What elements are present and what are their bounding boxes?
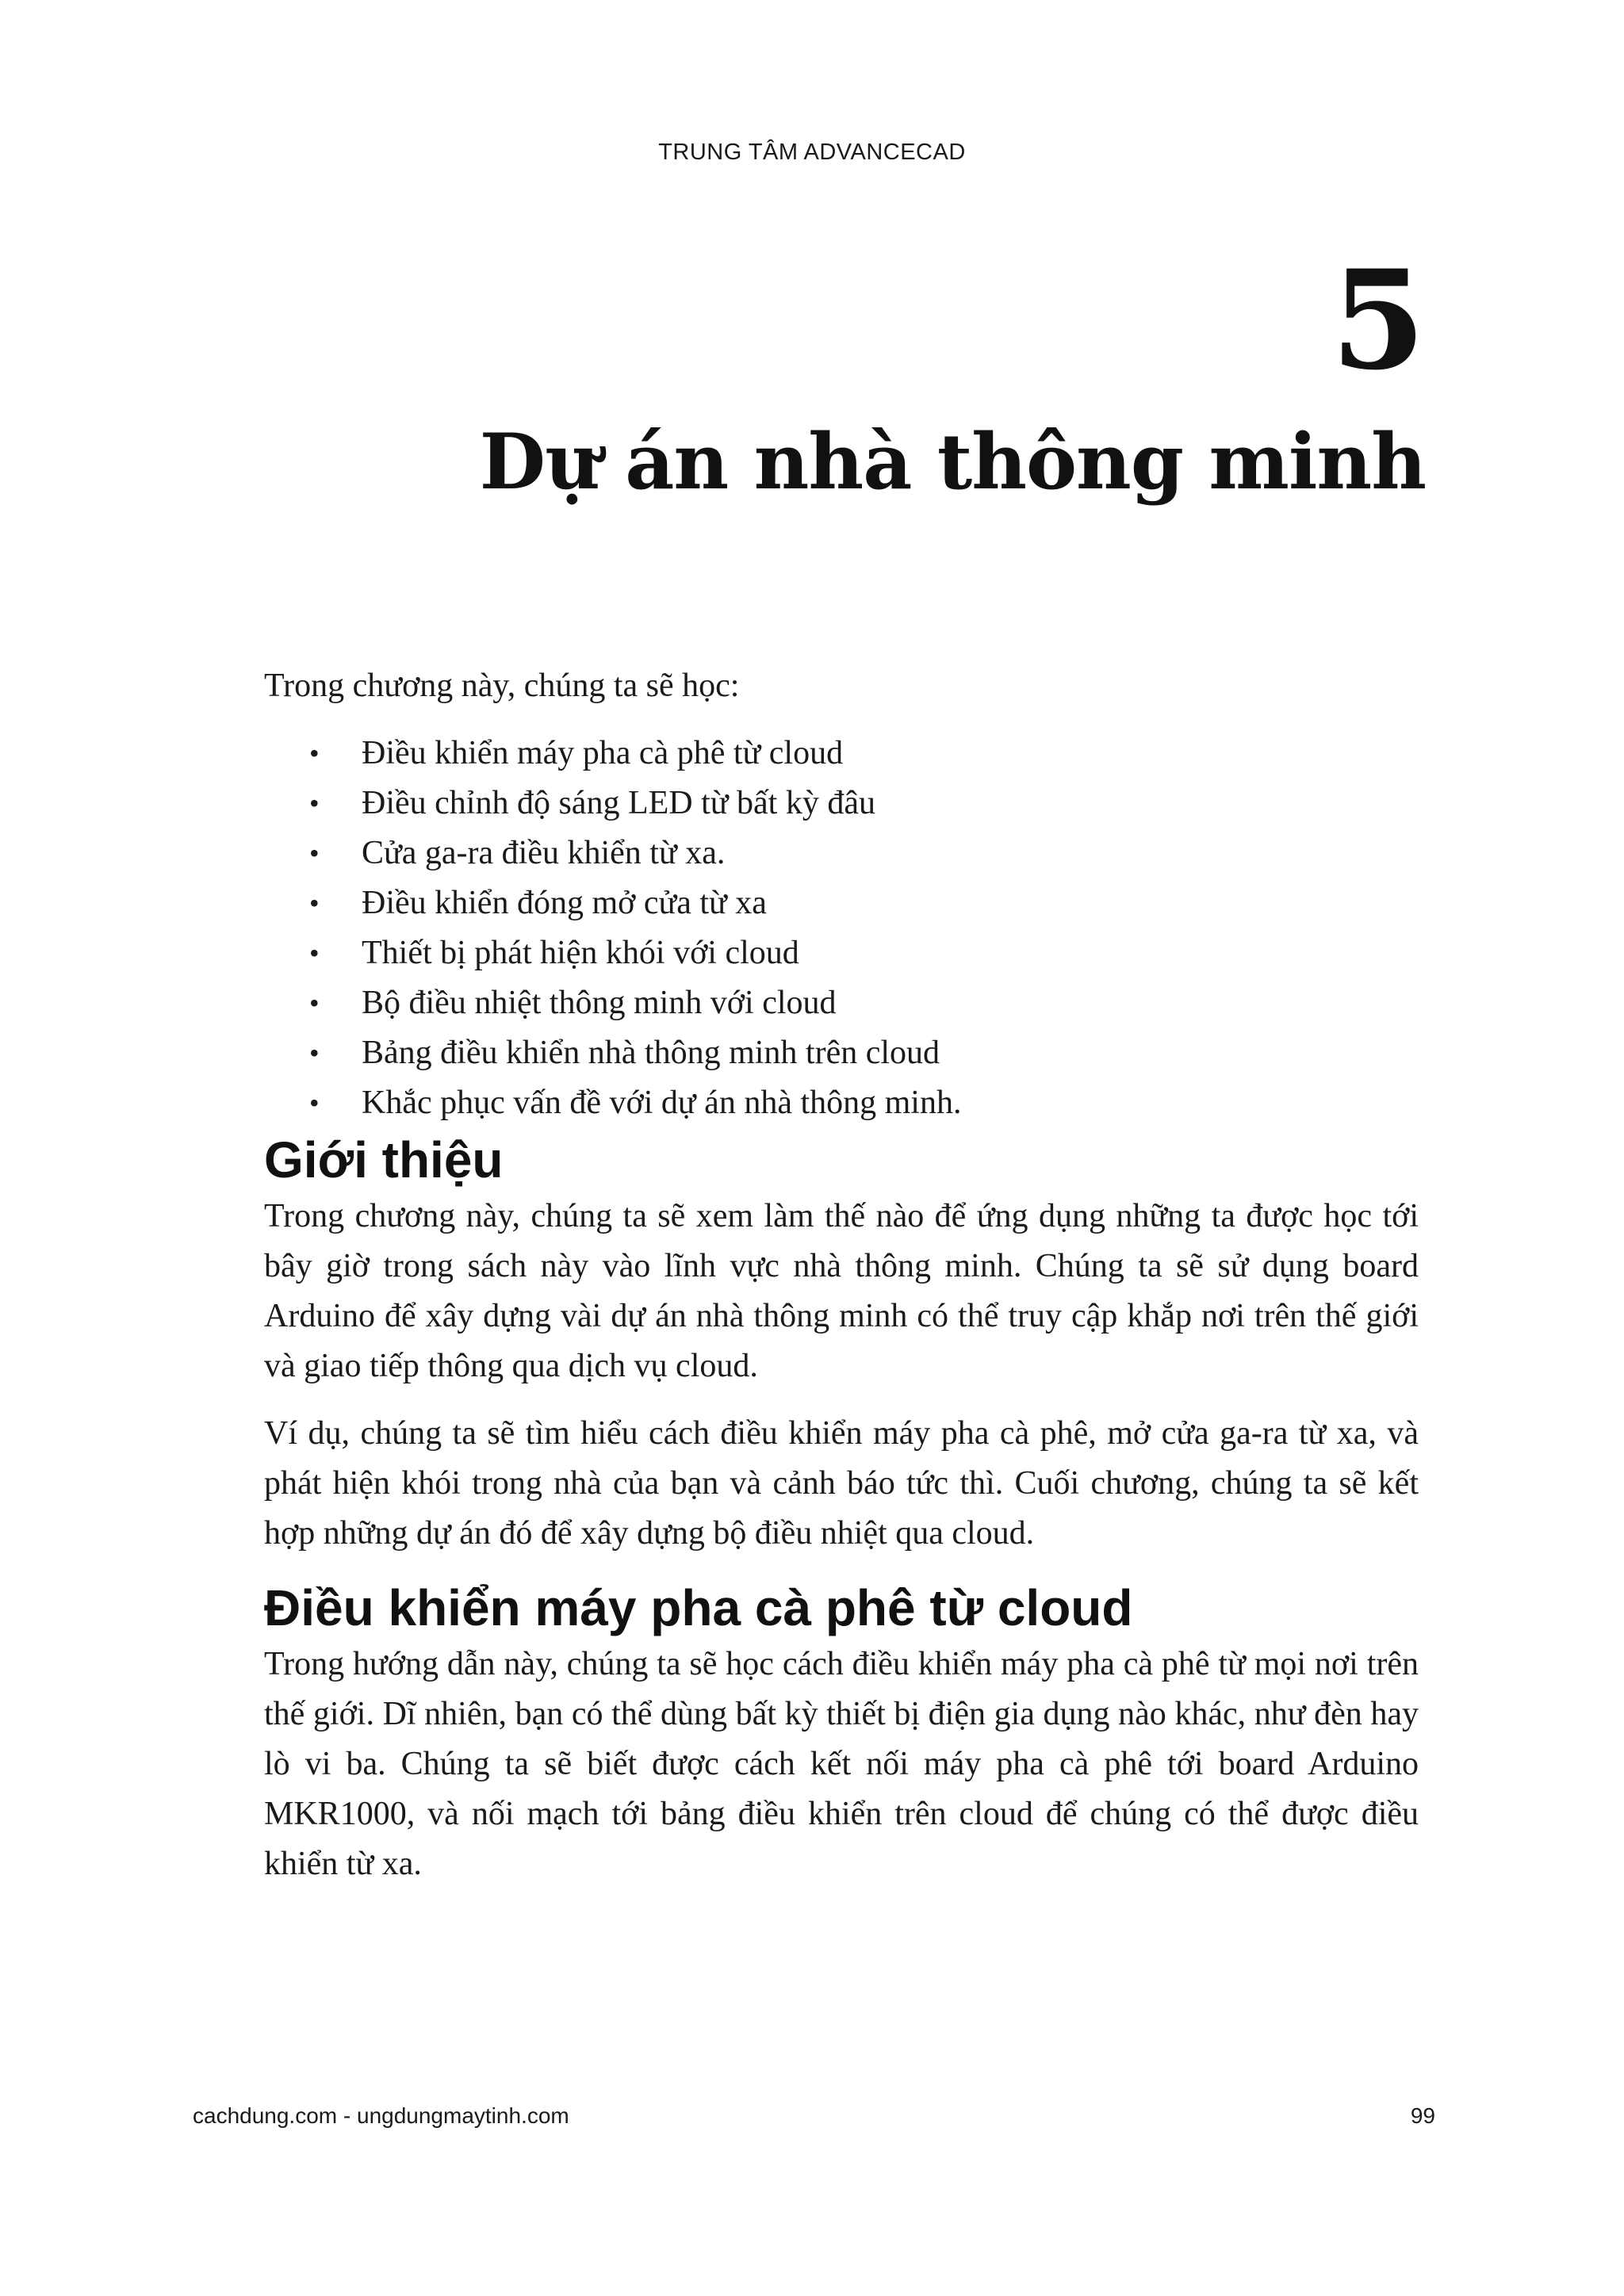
list-item	[309, 779, 1419, 828]
list-item-text: Điều khiển đóng mở cửa từ xa	[362, 885, 767, 921]
list-item-text: Cửa ga-ra điều khiển từ xa.	[362, 835, 726, 871]
list-item	[309, 978, 1419, 1028]
topics-list	[264, 729, 1419, 1128]
chapter-number: 5	[1331, 239, 1426, 400]
list-item	[309, 878, 1419, 928]
footer-source: cachdung.com - ungdungmaytinh.com	[193, 2103, 569, 2128]
list-item-text: Bộ điều nhiệt thông minh với cloud	[362, 985, 837, 1021]
bullet-icon: •	[309, 987, 320, 1019]
paragraph: Ví dụ, chúng ta sẽ tìm hiểu cách điều khiển máy pha cà phê, mở cửa ga-ra từ xa, và phát hiện khói trong nhà của bạn và cảnh báo tức thì. Cuối chương, chúng ta sẽ kết hợp những dự án đó để xây dựng bộ điều nhiệt qua cloud.	[264, 1415, 1419, 1552]
intro-lead: Trong chương này, chúng ta sẽ học:	[264, 668, 740, 704]
list-item-text: Điều chỉnh độ sáng LED từ bất kỳ đâu	[362, 785, 875, 821]
bullet-icon: •	[309, 937, 320, 969]
bullet-icon: •	[309, 737, 320, 769]
list-item-text: Thiết bị phát hiện khói với cloud	[362, 935, 799, 971]
bullet-icon: •	[309, 837, 320, 869]
running-header: TRUNG TÂM ADVANCECAD	[658, 140, 966, 165]
list-item-text: Khắc phục vấn đề với dự án nhà thông minh.	[362, 1085, 962, 1121]
list-item	[309, 729, 1419, 779]
section-heading-intro: Giới thiệu	[264, 1131, 504, 1188]
list-item-text: Điều khiển máy pha cà phê từ cloud	[362, 735, 844, 771]
section-heading-coffee-machine: Điều khiển máy pha cà phê từ cloud	[264, 1579, 1133, 1636]
bullet-icon: •	[309, 1087, 320, 1119]
list-item-text: Bảng điều khiển nhà thông minh trên cloud	[362, 1035, 940, 1071]
paragraph: Trong chương này, chúng ta sẽ xem làm thế nào để ứng dụng những ta được học tới bây giờ trong sách này vào lĩnh vực nhà thông minh. Chúng ta sẽ sử dụng board Arduino để xây dựng vài dự án nhà thông minh có thể truy cập khắp nơi trên thế giới và giao tiếp thông qua dịch vụ cloud.	[264, 1198, 1419, 1384]
bullet-icon: •	[309, 787, 320, 819]
list-item	[309, 1078, 1419, 1128]
chapter-title: Dự án nhà thông minh	[479, 417, 1426, 507]
page-content	[264, 661, 1419, 1907]
list-item	[309, 828, 1419, 878]
list-item	[309, 1028, 1419, 1078]
bullet-icon: •	[309, 887, 320, 919]
paragraph: Trong hướng dẫn này, chúng ta sẽ học cách điều khiển máy pha cà phê từ mọi nơi trên thế giới. Dĩ nhiên, bạn có thể dùng bất kỳ thiết bị điện gia dụng nào khác, như đèn hay lò vi ba. Chúng ta sẽ biết được cách kết nối máy pha cà phê tới board Arduino MKR1000, và nối mạch tới bảng điều khiển trên cloud để chúng có thể được điều khiển từ xa.	[264, 1646, 1419, 1882]
page-number: 99	[1410, 2103, 1435, 2128]
list-item	[309, 928, 1419, 978]
bullet-icon: •	[309, 1037, 320, 1069]
